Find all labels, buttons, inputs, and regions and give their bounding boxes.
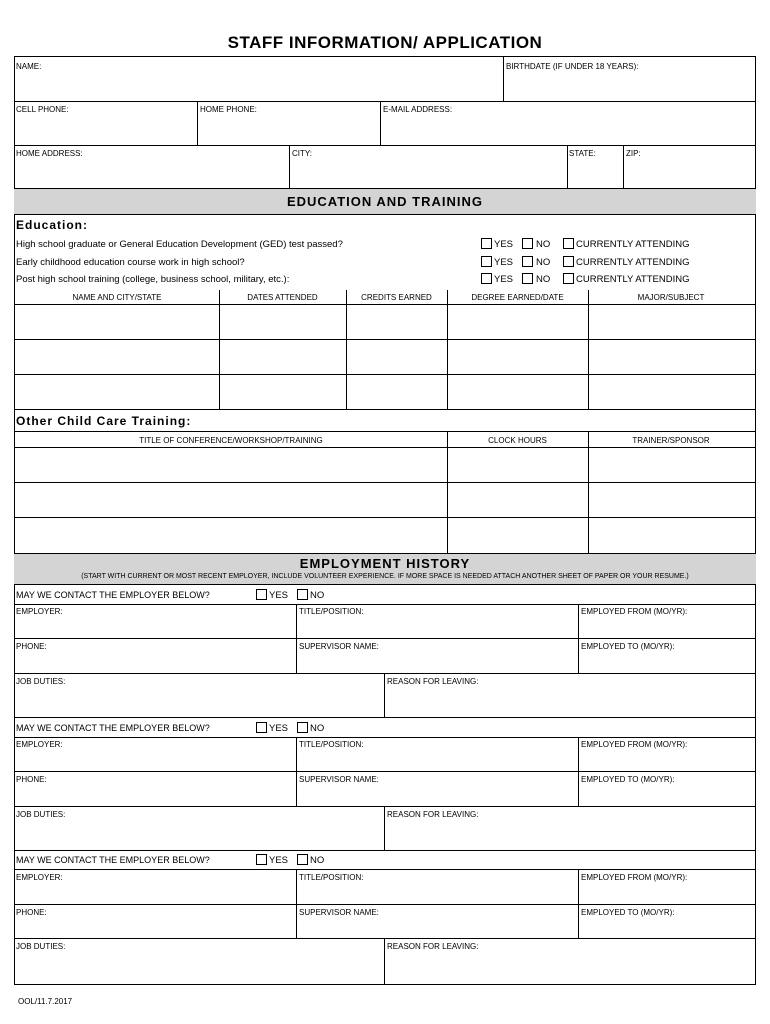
contact-question: MAY WE CONTACT THE EMPLOYER BELOW? — [16, 723, 210, 733]
contact-yes-checkbox[interactable] — [256, 589, 267, 600]
post-hs-no-checkbox[interactable] — [522, 273, 533, 284]
employment-heading: EMPLOYMENT HISTORY — [299, 556, 471, 571]
ece-attending-checkbox[interactable] — [563, 256, 574, 267]
ged-no-checkbox[interactable] — [522, 238, 533, 249]
job-duties-field[interactable]: JOB DUTIES: — [16, 810, 66, 819]
reason-leaving-field[interactable]: REASON FOR LEAVING: — [387, 810, 479, 819]
supervisor-field[interactable]: SUPERVISOR NAME: — [299, 642, 379, 651]
post-hs-yes-checkbox[interactable] — [481, 273, 492, 284]
title-position-field[interactable]: TITLE/POSITION: — [299, 873, 364, 882]
contact-no-checkbox[interactable] — [297, 854, 308, 865]
phone-field[interactable]: PHONE: — [16, 908, 47, 917]
title-position-field[interactable]: TITLE/POSITION: — [299, 607, 364, 616]
education-row[interactable] — [15, 305, 755, 339]
col-training-title: TITLE OF CONFERENCE/WORKSHOP/TRAINING — [139, 436, 323, 445]
phone-field[interactable]: PHONE: — [16, 775, 47, 784]
contact-no-checkbox[interactable] — [297, 589, 308, 600]
ece-no-checkbox[interactable] — [522, 256, 533, 267]
col-clock-hours: CLOCK HOURS — [488, 436, 547, 445]
reason-leaving-field[interactable]: REASON FOR LEAVING: — [387, 942, 479, 951]
job-duties-field[interactable]: JOB DUTIES: — [16, 942, 66, 951]
supervisor-field[interactable]: SUPERVISOR NAME: — [299, 908, 379, 917]
education-row[interactable] — [15, 375, 755, 409]
training-row[interactable] — [15, 483, 755, 517]
employed-from-field[interactable]: EMPLOYED FROM (MO/YR): — [581, 740, 688, 749]
ece-yes-checkbox[interactable] — [481, 256, 492, 267]
col-degree-earned: DEGREE EARNED/DATE — [471, 293, 564, 302]
question-post-high-school: Post high school training (college, business school, military, etc.): — [16, 274, 290, 285]
ged-yes-checkbox[interactable] — [481, 238, 492, 249]
training-row[interactable] — [15, 448, 755, 482]
page-title: STAFF INFORMATION/ APPLICATION — [227, 33, 543, 52]
employed-to-field[interactable]: EMPLOYED TO (MO/YR): — [581, 908, 675, 917]
email-field[interactable]: E-MAIL ADDRESS: — [383, 105, 453, 114]
col-trainer-sponsor: TRAINER/SPONSOR — [632, 436, 710, 445]
cell-phone-field[interactable]: CELL PHONE: — [16, 105, 69, 114]
contact-yes-checkbox[interactable] — [256, 722, 267, 733]
state-field[interactable]: STATE: — [569, 149, 596, 158]
contact-yes-checkbox[interactable] — [256, 854, 267, 865]
other-training-label: Other Child Care Training: — [16, 414, 192, 428]
phone-field[interactable]: PHONE: — [16, 642, 47, 651]
post-hs-attending-checkbox[interactable] — [563, 273, 574, 284]
job-duties-field[interactable]: JOB DUTIES: — [16, 677, 66, 686]
contact-no-checkbox[interactable] — [297, 722, 308, 733]
employed-to-field[interactable]: EMPLOYED TO (MO/YR): — [581, 775, 675, 784]
zip-field[interactable]: ZIP: — [626, 149, 641, 158]
home-address-field[interactable]: HOME ADDRESS: — [16, 149, 83, 158]
reason-leaving-field[interactable]: REASON FOR LEAVING: — [387, 677, 479, 686]
employer-field[interactable]: EMPLOYER: — [16, 740, 63, 749]
personal-info-section — [14, 56, 756, 189]
employer-field[interactable]: EMPLOYER: — [16, 873, 63, 882]
col-name-city-state: NAME AND CITY/STATE — [72, 293, 162, 302]
col-dates-attended: DATES ATTENDED — [247, 293, 318, 302]
employment-note: (START WITH CURRENT OR MOST RECENT EMPLOYER, INCLUDE VOLUNTEER EXPERIENCE. IF MORE SPACE IS NEEDED ATTACH ANOTHER SHEET OF PAPER OR YOUR RESUME.) — [81, 573, 689, 580]
col-credits-earned: CREDITS EARNED — [361, 293, 432, 302]
education-row[interactable] — [15, 340, 755, 374]
col-major-subject: MAJOR/SUBJECT — [637, 293, 705, 302]
name-field[interactable]: NAME: — [16, 62, 42, 71]
birthdate-field[interactable]: BIRTHDATE (IF UNDER 18 YEARS): — [506, 62, 639, 71]
employed-from-field[interactable]: EMPLOYED FROM (MO/YR): — [581, 873, 688, 882]
education-heading: EDUCATION AND TRAINING — [286, 194, 484, 209]
supervisor-field[interactable]: SUPERVISOR NAME: — [299, 775, 379, 784]
employment-section — [14, 553, 756, 985]
employer-field[interactable]: EMPLOYER: — [16, 607, 63, 616]
education-label: Education: — [16, 218, 88, 232]
employed-from-field[interactable]: EMPLOYED FROM (MO/YR): — [581, 607, 688, 616]
ged-attending-checkbox[interactable] — [563, 238, 574, 249]
employed-to-field[interactable]: EMPLOYED TO (MO/YR): — [581, 642, 675, 651]
form-version: OOL/11.7.2017 — [18, 997, 73, 1006]
city-field[interactable]: CITY: — [292, 149, 313, 158]
contact-question: MAY WE CONTACT THE EMPLOYER BELOW? — [16, 855, 210, 865]
training-row[interactable] — [15, 518, 755, 552]
home-phone-field[interactable]: HOME PHONE: — [200, 105, 257, 114]
title-position-field[interactable]: TITLE/POSITION: — [299, 740, 364, 749]
question-ece: Early childhood education course work in high school? — [16, 257, 245, 268]
contact-question: MAY WE CONTACT THE EMPLOYER BELOW? — [16, 590, 210, 600]
question-ged: High school graduate or General Education Development (GED) test passed? — [16, 239, 343, 250]
